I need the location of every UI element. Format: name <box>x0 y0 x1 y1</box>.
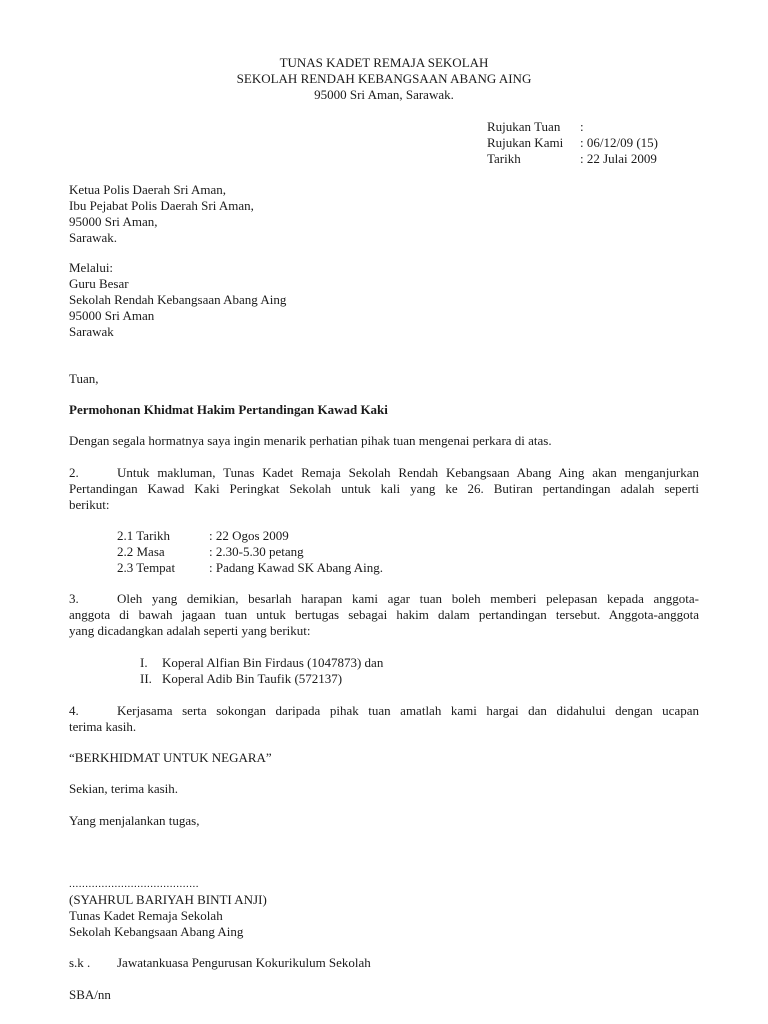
subject: Permohonan Khidmat Hakim Pertandingan Kawad Kaki <box>69 402 388 417</box>
ref-initials: SBA/nn <box>69 987 111 1002</box>
para4-number: 4. <box>69 703 79 718</box>
ref-date-label: Tarikh <box>487 151 521 166</box>
recipient-line: Ketua Polis Daerah Sri Aman, <box>69 182 227 197</box>
member-name: Koperal Alfian Bin Firdaus (1047873) dan <box>162 655 384 670</box>
member-number: II. <box>140 671 152 686</box>
signature-line: ........................................ <box>69 878 199 890</box>
ref-kami-label: Rujukan Kami <box>487 135 564 150</box>
header-org: TUNAS KADET REMAJA SEKOLAH <box>279 55 489 70</box>
signatory-org: Tunas Kadet Remaja Sekolah <box>69 908 223 923</box>
para3-number: 3. <box>69 591 79 606</box>
detail-value: : 2.30-5.30 petang <box>209 544 304 559</box>
cc-value: Jawatankuasa Pengurusan Kokurikulum Sekolah <box>117 955 371 970</box>
para3-line: yang dicadangkan adalah seperti yang berikut: <box>69 623 311 638</box>
cc-label: s.k . <box>69 955 91 970</box>
via-line: 95000 Sri Aman <box>69 308 155 323</box>
para3-line: Oleh yang demikian, besarlah harapan kami agar tuan boleh memberi pelepasan kepada anggota- <box>117 591 699 606</box>
para2-line: berikut: <box>69 497 110 512</box>
via-line: Sarawak <box>69 324 114 339</box>
para2-line: Untuk makluman, Tunas Kadet Remaja Sekolah Rendah Kebangsaan Abang Aing akan menganjurkan <box>117 465 699 480</box>
para2-line: Pertandingan Kawad Kaki Peringkat Sekolah untuk kali yang ke 26. Butiran pertandingan adalah seperti <box>69 481 699 496</box>
intro-paragraph: Dengan segala hormatnya saya ingin menarik perhatian pihak tuan mengenai perkara di atas. <box>69 433 552 448</box>
sign-intro: Yang menjalankan tugas, <box>69 813 200 828</box>
ref-date-value: : 22 Julai 2009 <box>580 151 657 166</box>
member-name: Koperal Adib Bin Taufik (572137) <box>162 671 343 686</box>
detail-label: 2.1 Tarikh <box>117 528 171 543</box>
salutation: Tuan, <box>69 371 99 386</box>
via-line: Guru Besar <box>69 276 129 291</box>
para4-line: terima kasih. <box>69 719 137 734</box>
detail-value: : Padang Kawad SK Abang Aing. <box>209 560 384 575</box>
via-line: Melalui: <box>69 260 114 275</box>
ref-tuan-value: : <box>580 119 584 134</box>
recipient-line: Sarawak. <box>69 230 118 245</box>
header-address: 95000 Sri Aman, Sarawak. <box>314 87 454 102</box>
detail-value: : 22 Ogos 2009 <box>209 528 289 543</box>
para2-number: 2. <box>69 465 79 480</box>
para4-line: Kerjasama serta sokongan daripada pihak tuan amatlah kami hargai dan didahului dengan ucapan <box>117 703 699 718</box>
ref-tuan-label: Rujukan Tuan <box>487 119 561 134</box>
member-number: I. <box>140 655 148 670</box>
signatory-school: Sekolah Kebangsaan Abang Aing <box>69 924 244 939</box>
closing: Sekian, terima kasih. <box>69 781 179 796</box>
recipient-line: Ibu Pejabat Polis Daerah Sri Aman, <box>69 198 254 213</box>
detail-label: 2.3 Tempat <box>117 560 176 575</box>
ref-kami-value: : 06/12/09 (15) <box>580 135 658 150</box>
signatory-name: (SYAHRUL BARIYAH BINTI ANJI) <box>69 892 267 907</box>
header-school: SEKOLAH RENDAH KEBANGSAAN ABANG AING <box>236 71 532 86</box>
via-line: Sekolah Rendah Kebangsaan Abang Aing <box>69 292 287 307</box>
para3-line: anggota di bawah jagaan tuan untuk bertugas sebagai hakim dalam pertandingan tersebut. Anggota-anggota <box>69 607 699 622</box>
recipient-line: 95000 Sri Aman, <box>69 214 158 229</box>
detail-label: 2.2 Masa <box>117 544 165 559</box>
motto: “BERKHIDMAT UNTUK NEGARA” <box>69 750 272 765</box>
